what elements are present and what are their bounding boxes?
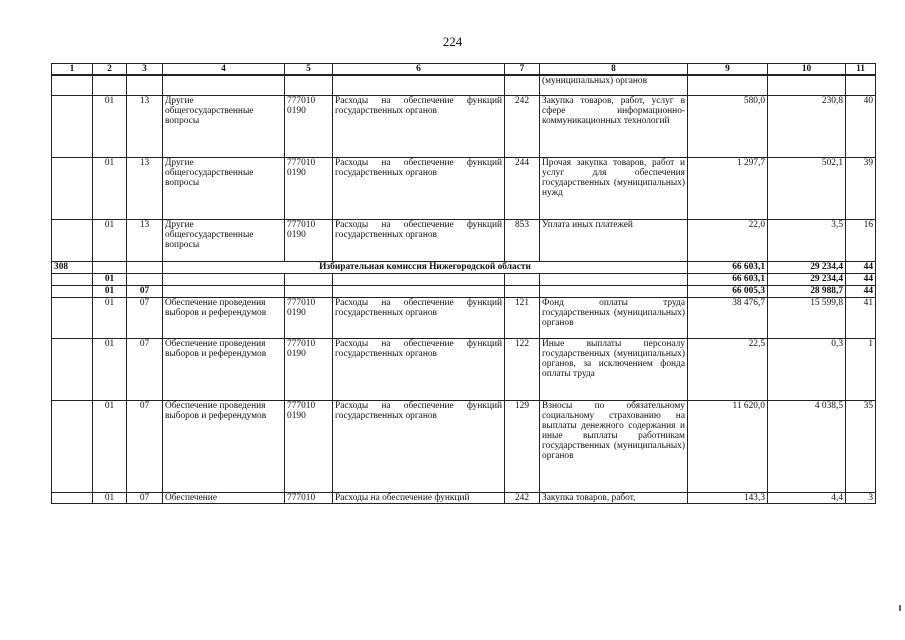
target-article-cell: 777010 0190	[285, 338, 333, 400]
page-number: 224	[442, 34, 463, 49]
target-article-name-cell: Расходы на обеспечение функций государственных органов	[333, 400, 505, 492]
execution-percent-cell: 44	[846, 273, 876, 285]
expense-type-cell: 244	[505, 157, 540, 219]
execution-percent-cell: 40	[846, 95, 876, 157]
subsection-name-cell: Другие общегосударственные вопросы	[163, 157, 285, 219]
owner-code-cell	[52, 285, 93, 297]
expense-type-cell	[505, 273, 540, 285]
section-cell: 01	[93, 400, 127, 492]
column-header: 4	[163, 64, 285, 76]
subsection-cell: 13	[127, 95, 163, 157]
table-row-total	[52, 261, 876, 273]
subsection-cell	[127, 261, 163, 273]
section-cell: 01	[93, 492, 127, 503]
table-row	[52, 95, 876, 157]
subsection-name-cell	[163, 285, 285, 297]
executed-amount-cell	[768, 75, 846, 95]
section-cell: 01	[93, 95, 127, 157]
executed-amount-cell: 4 038,5	[768, 400, 846, 492]
execution-percent-cell: 3	[846, 492, 876, 503]
subsection-name-cell: Другие общегосударственные вопросы	[163, 219, 285, 261]
approved-amount-cell: 66 603,1	[688, 273, 768, 285]
target-article-name-cell: Расходы на обеспечение функций	[333, 492, 505, 503]
approved-amount-cell: 66 005,3	[688, 285, 768, 297]
column-header: 3	[127, 64, 163, 76]
subsection-cell	[127, 273, 163, 285]
approved-amount-cell	[688, 75, 768, 95]
subsection-cell: 07	[127, 297, 163, 338]
executed-amount-cell: 29 234,4	[768, 273, 846, 285]
target-article-cell	[285, 285, 333, 297]
section-cell: 01	[93, 157, 127, 219]
table-row	[52, 338, 876, 400]
target-article-cell: 777010 0190	[285, 297, 333, 338]
execution-percent-cell: 39	[846, 157, 876, 219]
expense-type-name-cell	[540, 273, 688, 285]
subsection-cell: 07	[127, 285, 163, 297]
approved-amount-cell: 22,5	[688, 338, 768, 400]
expense-type-name-cell	[540, 285, 688, 297]
expense-type-name-cell: Взносы по обязательному социальному страхованию на выплаты денежного содержания и иные выплаты работникам государственных (муниципальных) органов	[540, 400, 688, 492]
owner-code-cell: 308	[52, 261, 93, 273]
executed-amount-cell: 28 988,7	[768, 285, 846, 297]
expense-type-cell: 242	[505, 492, 540, 503]
subsection-cell: 13	[127, 219, 163, 261]
owner-code-cell	[52, 297, 93, 338]
table-row	[52, 400, 876, 492]
table-row	[52, 285, 876, 297]
approved-amount-cell: 22,0	[688, 219, 768, 261]
expense-type-name-cell: Закупка товаров, работ, услуг в сфере информационно-коммуникационных технологий	[540, 95, 688, 157]
execution-percent-cell: 1	[846, 338, 876, 400]
target-article-name-cell: Расходы на обеспечение функций государственных органов	[333, 338, 505, 400]
owner-code-cell	[52, 273, 93, 285]
executed-amount-cell: 230,8	[768, 95, 846, 157]
subsection-cell: 07	[127, 492, 163, 503]
owner-code-cell	[52, 95, 93, 157]
target-article-name-cell	[333, 75, 505, 95]
subsection-name-cell: Обеспечение проведения выборов и референдумов	[163, 338, 285, 400]
subsection-cell: 07	[127, 400, 163, 492]
column-header: 1	[52, 64, 93, 76]
execution-percent-cell: 44	[846, 285, 876, 297]
approved-amount-cell: 580,0	[688, 95, 768, 157]
owner-code-cell	[52, 492, 93, 503]
subsection-name-cell: Обеспечение проведения выборов и референдумов	[163, 297, 285, 338]
scan-mark	[899, 605, 901, 611]
target-article-name-cell: Расходы на обеспечение функций государственных органов	[333, 157, 505, 219]
target-article-cell	[285, 75, 333, 95]
target-article-name-cell	[333, 285, 505, 297]
execution-percent-cell	[846, 75, 876, 95]
column-header: 11	[846, 64, 876, 76]
approved-amount-cell: 1 297,7	[688, 157, 768, 219]
owner-code-cell	[52, 338, 93, 400]
executed-amount-cell: 4,4	[768, 492, 846, 503]
expense-type-name-cell: Уплата иных платежей	[540, 219, 688, 261]
subsection-name-cell: Обеспечение проведения выборов и референдумов	[163, 400, 285, 492]
subsection-name-cell: Другие общегосударственные вопросы	[163, 95, 285, 157]
target-article-cell: 777010	[285, 492, 333, 503]
section-cell	[93, 75, 127, 95]
execution-percent-cell: 35	[846, 400, 876, 492]
target-article-name-cell	[333, 273, 505, 285]
expense-type-cell: 122	[505, 338, 540, 400]
budget-table	[51, 63, 876, 504]
subsection-cell: 07	[127, 338, 163, 400]
column-header: 6	[333, 64, 505, 76]
expense-type-cell: 242	[505, 95, 540, 157]
section-cell: 01	[93, 219, 127, 261]
executed-amount-cell: 0,3	[768, 338, 846, 400]
executed-amount-cell: 3,5	[768, 219, 846, 261]
expense-type-cell: 853	[505, 219, 540, 261]
owner-code-cell	[52, 75, 93, 95]
table-row	[52, 219, 876, 261]
target-article-cell: 777010 0190	[285, 157, 333, 219]
approved-amount-cell: 11 620,0	[688, 400, 768, 492]
target-article-name-cell: Расходы на обеспечение функций государственных органов	[333, 95, 505, 157]
target-article-cell: 777010 0190	[285, 219, 333, 261]
approved-amount-cell: 66 603,1	[688, 261, 768, 273]
expense-type-name-cell: (муниципальных) органов	[540, 75, 688, 95]
execution-percent-cell: 41	[846, 297, 876, 338]
target-article-name-cell: Расходы на обеспечение функций государственных органов	[333, 219, 505, 261]
subsection-cell: 13	[127, 157, 163, 219]
target-article-name-cell: Расходы на обеспечение функций государственных органов	[333, 297, 505, 338]
execution-percent-cell: 44	[846, 261, 876, 273]
section-cell: 01	[93, 338, 127, 400]
expense-type-cell: 129	[505, 400, 540, 492]
executed-amount-cell: 29 234,4	[768, 261, 846, 273]
column-header: 2	[93, 64, 127, 76]
table-body	[52, 75, 876, 503]
expense-type-name-cell: Закупка товаров, работ,	[540, 492, 688, 503]
expense-type-name-cell: Прочая закупка товаров, работ и услуг для обеспечения государственных (муниципальных) нужд	[540, 157, 688, 219]
expense-type-cell: 121	[505, 297, 540, 338]
subsection-name-cell	[163, 75, 285, 95]
column-header-row	[52, 64, 876, 76]
column-header: 9	[688, 64, 768, 76]
target-article-cell: 777010 0190	[285, 400, 333, 492]
column-header: 10	[768, 64, 846, 76]
column-header: 5	[285, 64, 333, 76]
expense-type-cell	[505, 285, 540, 297]
subsection-name-cell	[163, 273, 285, 285]
table-row	[52, 297, 876, 338]
subsection-cell	[127, 75, 163, 95]
section-cell: 01	[93, 285, 127, 297]
owner-code-cell	[52, 400, 93, 492]
section-cell: 01	[93, 273, 127, 285]
column-header: 7	[505, 64, 540, 76]
section-cell: 01	[93, 297, 127, 338]
approved-amount-cell: 143,3	[688, 492, 768, 503]
expense-type-name-cell: Иные выплаты персоналу государственных (муниципальных) органов, за исключением фонда оплаты труда	[540, 338, 688, 400]
table-row	[52, 157, 876, 219]
target-article-cell: 777010 0190	[285, 95, 333, 157]
executed-amount-cell: 502,1	[768, 157, 846, 219]
column-header: 8	[540, 64, 688, 76]
expense-type-name-cell: Фонд оплаты труда государственных (муниципальных) органов	[540, 297, 688, 338]
executed-amount-cell: 15 599,8	[768, 297, 846, 338]
subsection-name-cell: Избирательная комиссия Нижегородской области	[163, 261, 688, 273]
table-row	[52, 492, 876, 503]
table-row	[52, 273, 876, 285]
target-article-cell	[285, 273, 333, 285]
expense-type-cell	[505, 75, 540, 95]
subsection-name-cell: Обеспечение	[163, 492, 285, 503]
owner-code-cell	[52, 219, 93, 261]
owner-code-cell	[52, 157, 93, 219]
section-cell	[93, 261, 127, 273]
table-row	[52, 75, 876, 95]
approved-amount-cell: 38 476,7	[688, 297, 768, 338]
execution-percent-cell: 16	[846, 219, 876, 261]
